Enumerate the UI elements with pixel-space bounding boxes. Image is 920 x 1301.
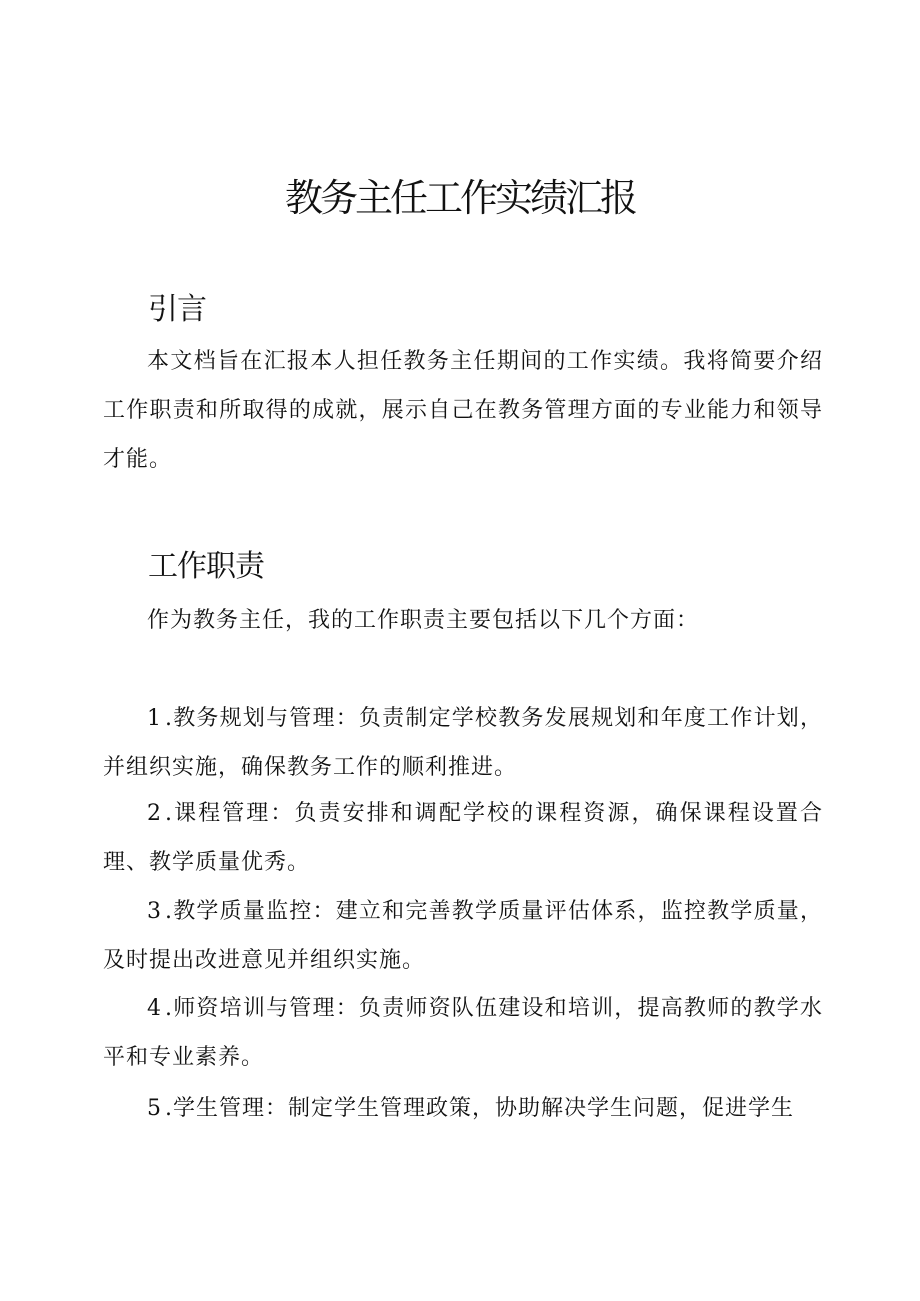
introduction-paragraph: 本文档旨在汇报本人担任教务主任期间的工作实绩。我将简要介绍工作职责和所取得的成就，展示自己在教务管理方面的专业能力和领导才能。 bbox=[103, 349, 823, 472]
list-item-text: .教学质量监控：建立和完善教学质量评估体系，监控教学质量，及时提出改进意见并组织实施。 bbox=[103, 899, 823, 973]
list-item-text: .师资培训与管理：负责师资队伍建设和培训，提高教师的教学水平和专业素养。 bbox=[103, 996, 823, 1070]
list-item-number: 1 bbox=[147, 706, 165, 731]
list-item-number: 3 bbox=[147, 899, 165, 924]
list-item bbox=[103, 694, 823, 792]
list-item bbox=[103, 984, 823, 1082]
list-item-text: .学生管理：制定学生管理政策，协助解决学生问题，促进学生 bbox=[165, 1096, 794, 1121]
list-item bbox=[103, 887, 823, 985]
list-item-text: .教务规划与管理：负责制定学校教务发展规划和年度工作计划，并组织实施，确保教务工作的顺利推进。 bbox=[103, 706, 823, 780]
list-item-number: 4 bbox=[147, 996, 165, 1021]
list-item-number: 2 bbox=[147, 801, 165, 826]
list-item-number: 5 bbox=[147, 1096, 165, 1121]
list-item-text: .课程管理：负责安排和调配学校的课程资源，确保课程设置合理、教学质量优秀。 bbox=[103, 801, 823, 875]
list-item bbox=[103, 789, 823, 887]
responsibilities-intro-paragraph: 作为教务主任，我的工作职责主要包括以下几个方面： bbox=[147, 608, 700, 633]
list-item bbox=[103, 1084, 823, 1133]
section-heading-introduction: 引言 bbox=[148, 292, 206, 327]
section-heading-responsibilities: 工作职责 bbox=[148, 549, 264, 584]
document-title: 教务主任工作实绩汇报 bbox=[284, 176, 635, 220]
